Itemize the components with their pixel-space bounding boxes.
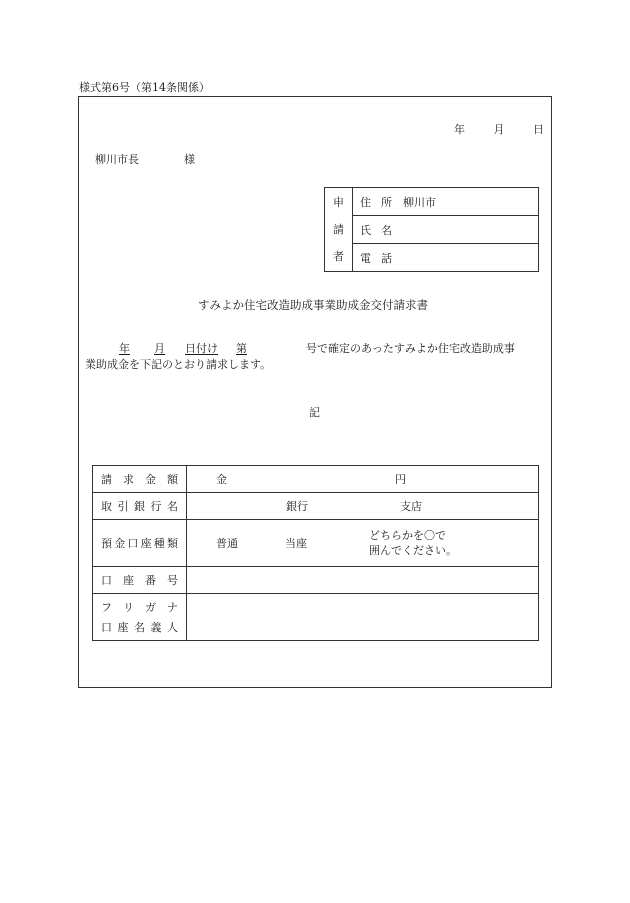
body-paragraph	[85, 341, 545, 373]
bank-table	[92, 465, 539, 641]
recipient-honorific: 様	[184, 153, 195, 166]
applicant-label: 申 請 者	[325, 188, 353, 272]
amount-label: 請 求 金 額	[93, 466, 187, 493]
option-touza: 当座	[285, 537, 307, 550]
account-number-value	[187, 567, 539, 594]
applicant-name-row: 氏 名	[353, 216, 539, 244]
holder-value	[187, 594, 539, 641]
date-year: 年	[454, 123, 465, 136]
applicant-address-row: 住 所 柳川市	[353, 188, 539, 216]
date-day: 日	[533, 123, 544, 136]
body-line-2: 業助成金を下記のとおり請求します。	[85, 358, 272, 371]
applicant-table	[324, 187, 539, 272]
account-number-label: 口 座 番 号	[93, 567, 187, 594]
document-title: すみよか住宅改造助成事業助成金交付請求書	[198, 298, 428, 312]
form-id: 様式第6号（第14条関係）	[79, 81, 210, 94]
holder-label: フ リ ガ ナ 口 座 名 義 人	[93, 594, 187, 641]
date-line	[454, 121, 544, 137]
date-month: 月	[493, 123, 505, 136]
amount-value: 金 円	[187, 466, 539, 493]
address-value: 柳川市	[403, 195, 436, 209]
bank-value: 銀行 支店	[187, 493, 539, 520]
bank-label: 取 引 銀 行 名	[93, 493, 187, 520]
account-type-note: どちらかを〇で 囲んでください。	[369, 529, 457, 557]
recipient	[95, 151, 195, 167]
recipient-name: 柳川市長	[95, 153, 139, 166]
applicant-phone-row: 電 話	[353, 244, 539, 272]
option-futsu: 普通	[216, 537, 238, 550]
ki-heading: 記	[309, 406, 320, 419]
account-type-label: 預 金 口 座 種 類	[93, 520, 187, 567]
account-type-value	[187, 520, 539, 567]
body-line-1: 年 月 日付け 第 号で確定のあったすみよか住宅改造助成事	[119, 342, 515, 355]
